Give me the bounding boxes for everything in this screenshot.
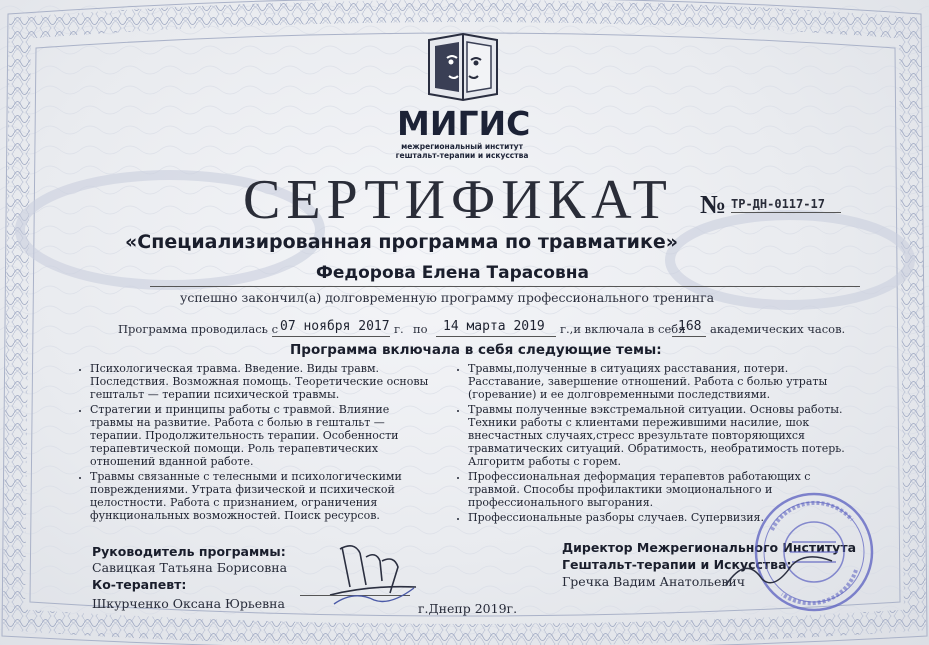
dates-prefix: Программа проводилась с [118,322,279,336]
topic-item: • Профессиональная деформация терапевтов работающих с травмой. Способы профилактики эмоционального и профессионального выгорания. [468,470,858,509]
topic-item: • Психологическая травма. Введение. Виды травм. Последствия. Возможная помощь. Теоретические основы гештальт — терапии психической травмы. [90,362,430,401]
hours-count: 168 [678,319,702,334]
director-name: Гречка Вадим Анатольевич [562,574,746,589]
cotherapist-role: Ко-терапевт: [92,577,187,592]
topic-item: • Травмы,полученные в ситуациях расставания, потери. Расставание, завершение отношений. Работа с болью утраты (горевание) и ее долговременными последствиями. [468,362,858,401]
logo-subtitle: межрегиональный институт гештальт-терапии и искусства [395,142,529,160]
dates-to: по [413,322,428,336]
end-date: 14 марта 2019 [443,319,545,334]
number-label: № [700,190,727,219]
signature-director-icon [720,545,840,595]
hours-suffix: академических часов. [710,322,846,336]
head-role: Руководитель программы: [92,544,286,559]
cotherapist-name: Шкурченко Оксана Юрьевна [92,596,285,611]
certificate-title: СЕРТИФИКАТ [243,169,673,231]
topics-left-column [80,362,430,524]
program-name: «Специализированная программа по травматике» [125,231,679,253]
director-role-line2: Гештальт-терапии и Искусства: [562,557,792,572]
logo-wordmark: МИГИС [397,104,531,143]
topic-item: • Профессиональные разборы случаев. Супервизия. [468,511,858,524]
topic-item: • Травмы полученные вэкстремальной ситуации. Основы работы. Техники работы с клиентами пережившими насилие, шок внесчастных случаях,стресс врезультате повторяющихся травматических ситуаций. Обратимость, необратимость потерь. Алгоритм работы с горем. [468,403,858,468]
signature-cotherapist-icon [330,580,420,612]
topics-title: Программа включала в себя следующие темы: [290,342,662,358]
topic-item: • Травмы связанные с телесными и психологическими повреждениями. Утрата физической и психической целостности. Работа с признанием, ограничения функциональных возможностей. Поиск ресурсов. [90,470,430,522]
dates-included: г.,и включала в себя [560,322,686,336]
topic-item: • Стратегии и принципы работы с травмой. Влияние травмы на развитие. Работа с болью в гештальт — терапии. Продолжительность терапии. Особенности терапевтической помощи. Роль терапевтических отношений вданной работе. [90,403,430,468]
certificate-number: ТР-ДН-0117-17 [731,197,825,211]
start-date: 07 ноября 2017 [280,319,390,334]
place-date: г.Днепр 2019г. [418,601,518,616]
logo-emblem-icon [425,30,501,102]
completion-statement: успешно закончил(а) долговременную программу профессионального тренинга [180,290,715,305]
director-role-line1: Директор Межрегионального Института [562,540,857,555]
year-abbr-1: г. [394,322,404,336]
recipient-name: Федорова Елена Тарасовна [316,263,589,283]
head-name: Савицкая Татьяна Борисовна [92,560,288,575]
